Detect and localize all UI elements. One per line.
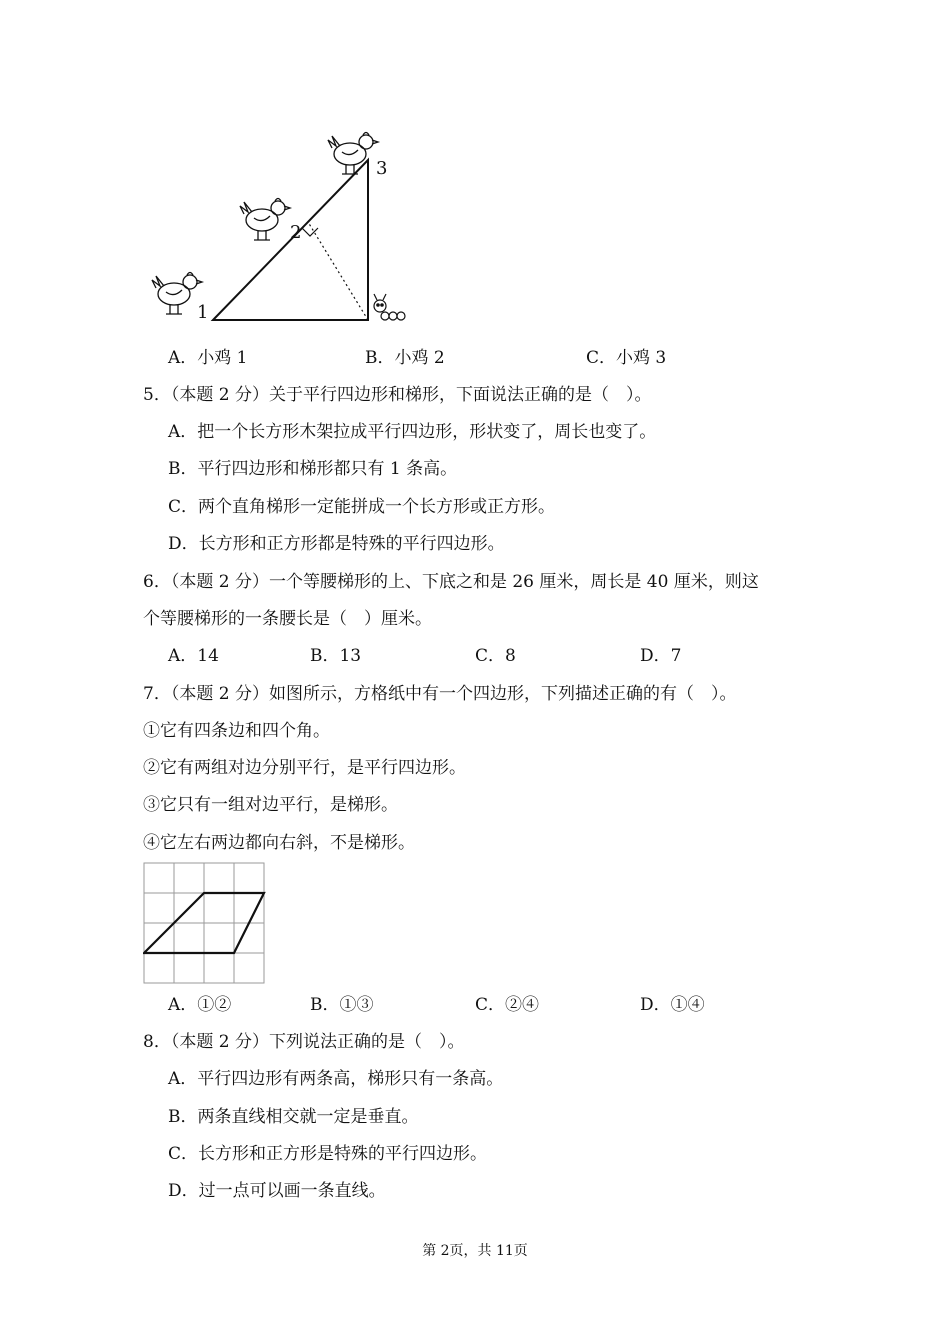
q7-statement-4: ④它左右两边都向右斜，不是梯形。 (143, 833, 415, 853)
chick-1-label: 1 (197, 302, 209, 323)
chick-1-icon (152, 273, 202, 315)
q4-option-a[interactable]: A．小鸡 1 (168, 348, 248, 368)
chick-triangle-figure (140, 120, 420, 335)
q4-option-c[interactable]: C．小鸡 3 (586, 348, 667, 368)
q5-stem: 5．（本题 2 分）关于平行四边形和梯形，下面说法正确的是（ ）。 (143, 385, 652, 405)
chick-2-label: 2 (290, 222, 302, 243)
q5-option-a[interactable]: A．把一个长方形木架拉成平行四边形，形状变了，周长也变了。 (168, 422, 657, 442)
q7-option-b[interactable]: B．①③ (310, 995, 374, 1015)
q5-option-b[interactable]: B．平行四边形和梯形都只有 1 条高。 (168, 459, 458, 479)
q7-statement-2: ②它有两组对边分别平行，是平行四边形。 (143, 758, 466, 778)
caterpillar-icon (374, 294, 405, 320)
q5-option-c[interactable]: C．两个直角梯形一定能拼成一个长方形或正方形。 (168, 497, 556, 517)
q6-stem-line1: 6．（本题 2 分）一个等腰梯形的上、下底之和是 26 厘米，周长是 40 厘米，则这 (143, 572, 759, 592)
q6-option-b[interactable]: B．13 (310, 646, 362, 666)
q7-option-a[interactable]: A．①② (168, 995, 232, 1015)
chick-3-label: 3 (376, 158, 388, 179)
chick-3-icon (328, 133, 378, 175)
quadrilateral-grid-figure (143, 862, 267, 986)
q6-stem-line2: 个等腰梯形的一条腰长是（ ）厘米。 (143, 609, 432, 629)
q8-option-c[interactable]: C．长方形和正方形是特殊的平行四边形。 (168, 1144, 488, 1164)
q7-statement-1: ①它有四条边和四个角。 (143, 721, 330, 741)
q7-option-d[interactable]: D．①④ (640, 995, 705, 1015)
q8-option-b[interactable]: B．两条直线相交就一定是垂直。 (168, 1107, 419, 1127)
q4-option-b[interactable]: B．小鸡 2 (365, 348, 445, 368)
q6-option-a[interactable]: A．14 (168, 646, 219, 666)
chick-2-icon (240, 199, 290, 241)
q6-option-d[interactable]: D．7 (640, 646, 682, 666)
q7-stem: 7．（本题 2 分）如图所示，方格纸中有一个四边形，下列描述正确的有（ ）。 (143, 684, 737, 704)
q7-statement-3: ③它只有一组对边平行，是梯形。 (143, 795, 398, 815)
q8-stem: 8．（本题 2 分）下列说法正确的是（ ）。 (143, 1032, 465, 1052)
q7-option-c[interactable]: C．②④ (475, 995, 540, 1015)
q8-option-d[interactable]: D．过一点可以画一条直线。 (168, 1181, 386, 1201)
q6-option-c[interactable]: C．8 (475, 646, 516, 666)
page-footer: 第 2页，共 11页 (422, 1243, 528, 1259)
q5-option-d[interactable]: D．长方形和正方形都是特殊的平行四边形。 (168, 534, 505, 554)
q8-option-a[interactable]: A．平行四边形有两条高，梯形只有一条高。 (168, 1069, 504, 1089)
